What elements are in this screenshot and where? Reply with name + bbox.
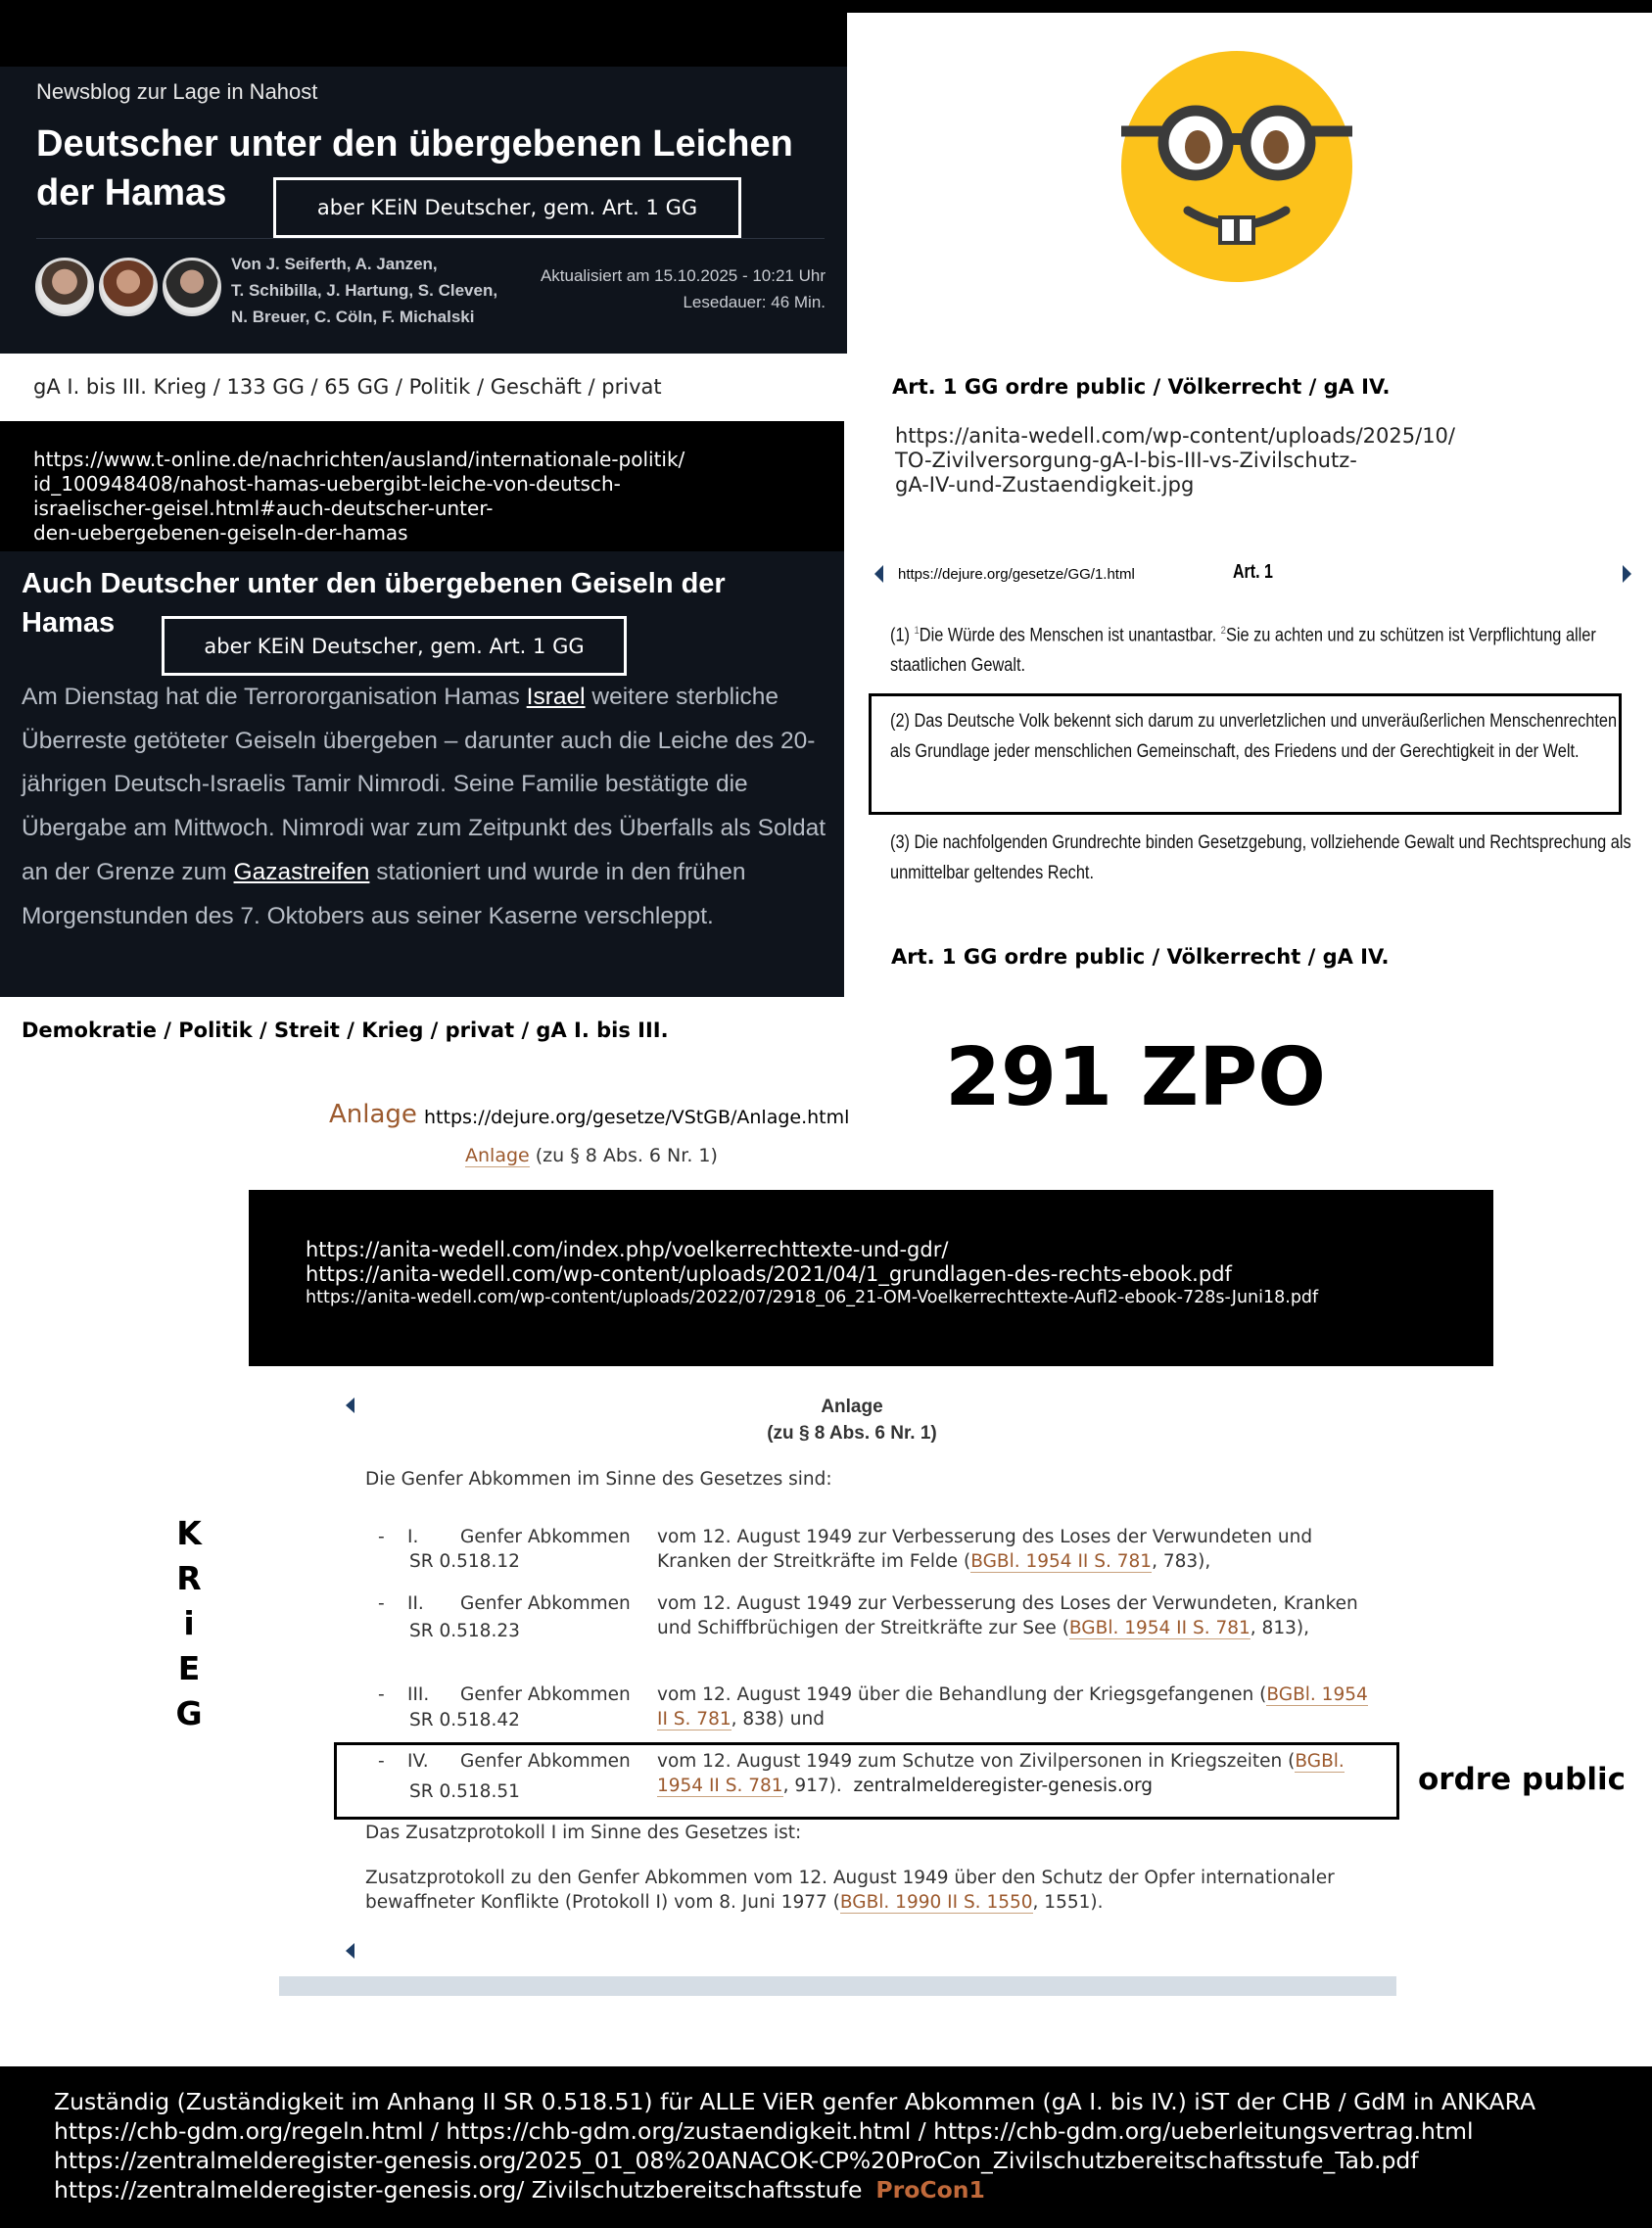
topics-line-right-2: Art. 1 GG ordre public / Völkerrecht / gA IV. <box>891 945 1390 969</box>
wedell-image-url[interactable]: https://anita-wedell.com/wp-content/uploads/2025/10/ TO-Zivilversorgung-gA-I-bis-III-vs-Zivilschutz- gA-IV-und-Zustaendigkeit.jpg <box>895 424 1455 497</box>
zpo-heading: 291 ZPO <box>945 1031 1326 1124</box>
anlage-sub-link[interactable]: Anlage <box>465 1145 530 1166</box>
link-israel[interactable]: Israel <box>526 684 586 710</box>
table-row: - II. Genfer Abkommen SR 0.518.23 vom 12. August 1949 zur Verbesserung des Loses der Verwundeten, Kranken und Schiffbrüchigen der Streitkräfte zur See (BGBl. 1954 II S. 781, 813), <box>378 1593 1358 1641</box>
anlage-heading-title: Anlage <box>821 1397 883 1417</box>
next-arrow-icon[interactable] <box>1623 565 1631 583</box>
author-avatar[interactable] <box>35 258 94 316</box>
article-title: Auch Deutscher unter den übergebenen Geiseln der Hamas <box>22 568 726 639</box>
dejure-gg-url[interactable]: https://dejure.org/gesetze/GG/1.html <box>898 566 1135 583</box>
topics-line-left-2: Demokratie / Politik / Streit / Krieg / privat / gA I. bis III. <box>22 1019 669 1042</box>
prev-arrow-icon[interactable] <box>346 1943 354 1959</box>
zusatzprotokoll-text: Zusatzprotokoll zu den Genfer Abkommen vom 12. August 1949 über den Schutz der Opfer internationaler bewaffneter Konflikte (Protokoll I) vom 8. Juni 1977 (BGBl. 1990 II S. 1550, 1551). <box>365 1868 1335 1913</box>
topics-line-left: gA I. bis III. Krieg / 133 GG / 65 GG / Politik / Geschäft / privat <box>33 375 662 399</box>
link-gazastreifen[interactable]: Gazastreifen <box>233 858 370 885</box>
reading-time: Lesedauer: 46 Min. <box>683 293 826 311</box>
bottom-line-zmr[interactable]: https://zentralmelderegister-genesis.org/ Zivilschutzbereitschaftsstufe ProCon1 <box>54 2176 985 2204</box>
author-list[interactable] <box>231 251 515 330</box>
bgbl-link[interactable]: BGBl. 1954 II S. 781 <box>657 1751 1345 1796</box>
updated-timestamp: Aktualisiert am 15.10.2025 - 10:21 Uhr <box>540 266 826 285</box>
krieg-vertical-label: K R i E G <box>175 1514 203 1732</box>
nerd-face-emoji-icon <box>1119 49 1354 284</box>
author-line: Von J. Seiferth, A. Janzen, <box>231 255 438 273</box>
author-line: T. Schibilla, J. Hartung, S. Cleven, <box>231 281 498 300</box>
table-row: - IV. Genfer Abkommen SR 0.518.51 vom 12. August 1949 zum Schutze von Zivilpersonen in Kriegszeiten (BGBl. 1954 II S. 781, 917). zentralmelderegister-genesis.org <box>378 1751 1345 1802</box>
card-divider <box>36 238 825 239</box>
wedell-url[interactable]: https://anita-wedell.com/index.php/voelkerrechttexte-und-gdr/ <box>306 1238 949 1261</box>
bgbl-link[interactable]: BGBl. 1990 II S. 1550 <box>839 1892 1033 1913</box>
bottom-line-chb-urls[interactable]: https://chb-gdm.org/regeln.html / https://chb-gdm.org/zustaendigkeit.html / https://chb-gdm.org/ueberleitungsvertrag.html <box>54 2117 1474 2145</box>
bgbl-link[interactable]: BGBl. 1954 II S. 781 <box>657 1684 1368 1730</box>
prev-arrow-icon[interactable] <box>874 565 883 583</box>
author-avatar[interactable] <box>163 258 221 316</box>
top-black-bar <box>0 0 847 67</box>
zusatzprotokoll-title: Das Zusatzprotokoll I im Sinne des Gesetzes ist: <box>365 1823 802 1843</box>
anlage-heading <box>685 1394 1018 1446</box>
bgbl-link[interactable]: BGBl. 1954 II S. 781 <box>1068 1618 1251 1638</box>
art1-paragraph-1: (1) $^1$Die Würde des Menschen ist unantastbar. $^2$Sie zu achten und zu schützen ist Verpflichtung aller staatlichen Gewalt. <box>890 625 1596 677</box>
author-line: N. Breuer, C. Cöln, F. Michalski <box>231 308 475 326</box>
ordre-public-label: ordre public <box>1418 1762 1626 1797</box>
topics-line-right: Art. 1 GG ordre public / Völkerrecht / gA IV. <box>892 375 1391 399</box>
anlage-url[interactable]: https://dejure.org/gesetze/VStGB/Anlage.html <box>424 1107 850 1128</box>
art1-paragraph-3: (3) Die nachfolgenden Grundrechte binden Gesetzgebung, vollziehende Gewalt und Rechtsprechung als unmittelbar geltendes Recht. <box>890 832 1631 883</box>
table-row: - III. Genfer Abkommen SR 0.518.42 vom 12. August 1949 über die Behandlung der Kriegsgefangenen (BGBl. 1954 II S. 781, 838) und <box>378 1684 1368 1730</box>
article-text: weitere sterbliche Überreste getöteter Geiseln übergeben – darunter auch die Leiche des 20-jährigen Deutsch-Israelis Tamir Nimrodi. Seine Familie bestätigte die Übergabe am Mittwoch. Nimrodi war zum Zeitpunkt des Überfalls als Soldat an der Grenze zum <box>22 684 826 885</box>
annotation-box-headline: aber KEiN Deutscher, gem. Art. 1 GG <box>273 177 741 238</box>
art1-title: Art. 1 <box>1233 561 1273 583</box>
anlage-link[interactable]: Anlage <box>329 1100 417 1129</box>
anlage-heading-subtitle: (zu § 8 Abs. 6 Nr. 1) <box>767 1423 937 1444</box>
news-kicker: Newsblog zur Lage in Nahost <box>36 79 318 104</box>
top-right-black-strip <box>847 0 1652 13</box>
article-text: stationiert und wurde in den frühen Morgenstunden des 7. Oktobers aus seiner Kaserne verschleppt. <box>22 858 746 929</box>
anlage-intro: Die Genfer Abkommen im Sinne des Gesetzes sind: <box>365 1469 832 1490</box>
bottom-line-zmr-pdf[interactable]: https://zentralmelderegister-genesis.org/2025_01_08%20ANACOK-CP%20ProCon_Zivilschutzbereitschaftsstufe_Tab.pdf <box>54 2147 1419 2174</box>
annotation-box-article: aber KEiN Deutscher, gem. Art. 1 GG <box>162 616 627 676</box>
bottom-line-zustaendig: Zuständig (Zuständigkeit im Anhang II SR 0.518.51) für ALLE ViER genfer Abkommen (gA I. bis IV.) iST der CHB / GdM in ANKARA <box>54 2088 1536 2115</box>
zentralmelderegister-text: zentralmelderegister-genesis.org <box>853 1776 1154 1796</box>
wedell-url[interactable]: https://anita-wedell.com/wp-content/uploads/2021/04/1_grundlagen-des-rechts-ebook.pdf <box>306 1262 1232 1286</box>
table-row: - I. Genfer Abkommen SR 0.518.12 vom 12. August 1949 zur Verbesserung des Loses der Verwundeten und Kranken der Streitkräfte im Felde (BGBl. 1954 II S. 781, 783), <box>378 1527 1313 1572</box>
art1-paragraph-2: (2) Das Deutsche Volk bekennt sich darum zu unverletzlichen und unveräußerlichen Menschenrechten als Grundlage jeder menschlichen Gemeinschaft, des Friedens und der Gerechtigkeit in der Welt. <box>890 711 1618 762</box>
wedell-url[interactable]: https://anita-wedell.com/wp-content/uploads/2022/07/2918_06_21-OM-Voelkerrechttexte-Aufl2-ebook-728s-Juni18.pdf <box>306 1288 1319 1307</box>
tonline-url[interactable]: https://www.t-online.de/nachrichten/ausland/internationale-politik/ id_100948408/nahost-hamas-uebergibt-leiche-von-deutsch- israelischer-geisel.html#auch-deutscher-unter- den-uebergebenen-geiseln-der-hamas <box>33 448 685 545</box>
article-meta <box>519 262 826 315</box>
article-body <box>22 676 839 938</box>
author-avatar[interactable] <box>99 258 158 316</box>
bgbl-link[interactable]: BGBl. 1954 II S. 781 <box>970 1551 1153 1572</box>
prev-arrow-icon[interactable] <box>346 1398 354 1413</box>
horizontal-scrollbar[interactable] <box>279 1976 1396 1996</box>
anlage-subtitle: Anlage (zu § 8 Abs. 6 Nr. 1) <box>465 1145 718 1166</box>
article-text: Am Dienstag hat die Terrororganisation Hamas <box>22 684 527 710</box>
procon-tag: ProCon1 <box>875 2176 985 2204</box>
news-headline[interactable]: Deutscher unter den übergebenen Leichen der Hamas <box>36 123 793 213</box>
